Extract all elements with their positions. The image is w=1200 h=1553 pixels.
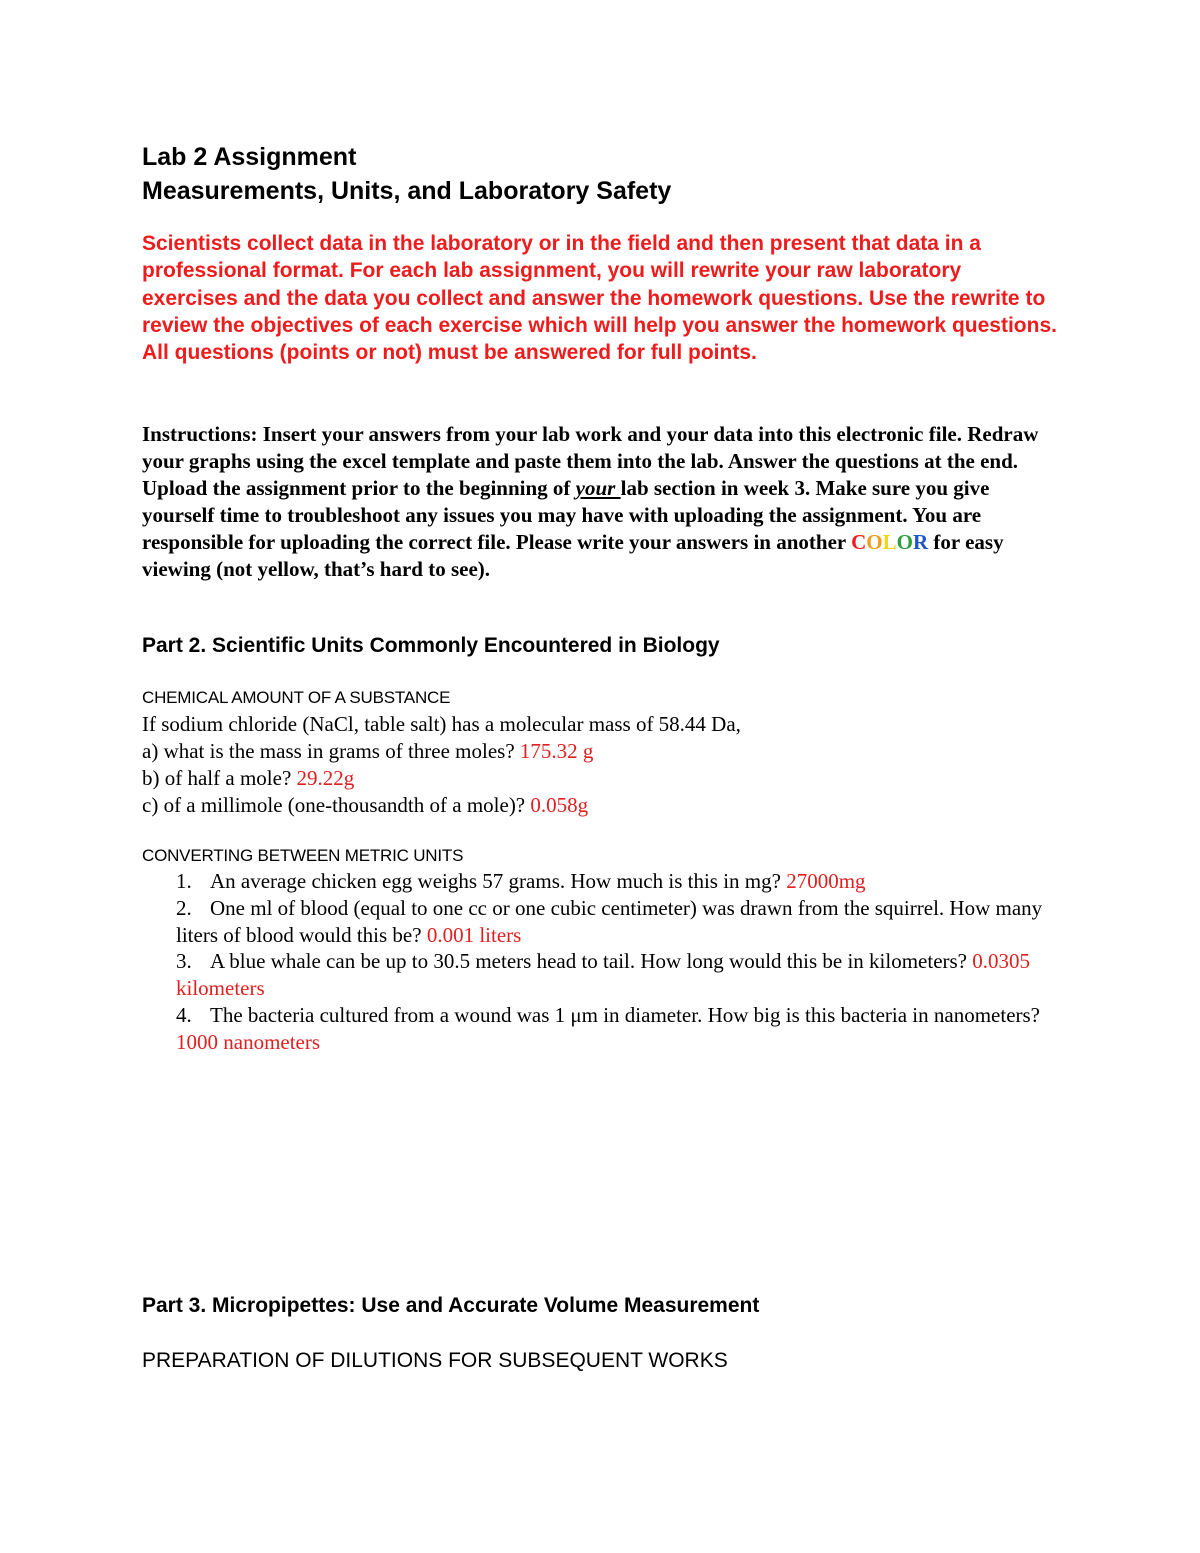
answer-text: 0.001 liters bbox=[426, 922, 522, 947]
item-number: 1. bbox=[176, 869, 192, 893]
question-text: The bacteria cultured from a wound was 1 μm in diameter. How big is this bacteria in nanometers? bbox=[210, 1002, 1041, 1027]
instructions-text-2: lab section in week 3. Make sure you give yourself time to troubleshoot any issues you may have with uploading the assignment. You are responsible for uploading the correct file. Please write your answers in another bbox=[142, 476, 990, 554]
color-word bbox=[851, 530, 928, 554]
chem-intro: If sodium chloride (NaCl, table salt) has a molecular mass of 58.44 Da, bbox=[142, 712, 741, 736]
color-letter: C bbox=[851, 530, 867, 554]
chem-question bbox=[142, 765, 741, 792]
answer-text: 0.0305 kilometers bbox=[176, 949, 1031, 1001]
answer-text: 27000mg bbox=[786, 869, 866, 893]
title-line-2: Measurements, Units, and Laboratory Safety bbox=[142, 177, 672, 205]
answer-text: 175.32 g bbox=[519, 739, 594, 763]
item-number: 4. bbox=[176, 1002, 192, 1027]
question-text: One ml of blood (equal to one cc or one cubic centimeter) was drawn from the squirrel. How many liters of blood would this be? bbox=[176, 895, 1043, 947]
answer-text: 0.058g bbox=[530, 793, 589, 817]
color-letter: R bbox=[912, 530, 929, 554]
answer-text: 1000 nanometers bbox=[176, 1029, 321, 1054]
convert-section-label: CONVERTING BETWEEN METRIC UNITS bbox=[142, 846, 464, 865]
color-letter: O bbox=[866, 530, 883, 554]
color-letter: O bbox=[896, 530, 913, 554]
instructions-text-3: for easy viewing (not yellow, that’s hard to see). bbox=[142, 530, 1004, 581]
part3-heading: Part 3. Micropipettes: Use and Accurate Volume Measurement bbox=[142, 1294, 760, 1317]
instructions-paragraph bbox=[142, 421, 1062, 583]
chem-question bbox=[142, 738, 741, 765]
question-text: A blue whale can be up to 30.5 meters head to tail. How long would this be in kilometers? bbox=[210, 949, 973, 974]
question-text: An average chicken egg weighs 57 grams. How much is this in mg? bbox=[210, 869, 787, 893]
chem-section-label: CHEMICAL AMOUNT OF A SUBSTANCE bbox=[142, 688, 451, 707]
chem-question bbox=[142, 792, 741, 819]
item-number: 3. bbox=[176, 949, 192, 974]
part2-heading: Part 2. Scientific Units Commonly Encountered in Biology bbox=[142, 634, 720, 657]
answer-text: 29.22g bbox=[296, 766, 355, 790]
instructions-emphasis: your bbox=[575, 476, 621, 500]
intro-paragraph: Scientists collect data in the laboratory or in the field and then present that data in a professional format. For each lab assignment, you will rewrite your raw laboratory exercises and the data you collect and answer the homework questions. Use the rewrite to review the objectives of each exercise which will help you answer the homework questions. All questions (points or not) must be answered for full points. bbox=[142, 232, 1057, 365]
document-title bbox=[142, 140, 671, 208]
item-number: 2. bbox=[176, 895, 192, 920]
part3-section-label: PREPARATION OF DILUTIONS FOR SUBSEQUENT WORKS bbox=[142, 1349, 728, 1372]
convert-questions-list bbox=[142, 868, 1082, 1056]
instructions-text-1: Instructions: Insert your answers from your lab work and your data into this electronic file. Redraw your graphs using the excel template and paste them into the lab. Answer the questions at the end. Upload the assignment prior to the beginning of bbox=[142, 422, 1039, 500]
question-text: c) of a millimole (one-thousandth of a mole)? bbox=[142, 793, 531, 817]
list-item bbox=[142, 948, 1082, 1002]
list-item bbox=[142, 895, 1082, 949]
question-text: b) of half a mole? bbox=[142, 766, 297, 790]
color-letter: L bbox=[882, 530, 897, 554]
question-text: a) what is the mass in grams of three moles? bbox=[142, 739, 520, 763]
chem-questions bbox=[142, 711, 741, 819]
list-item bbox=[142, 868, 1082, 895]
title-line-1: Lab 2 Assignment bbox=[142, 143, 357, 171]
list-item bbox=[142, 1002, 1082, 1056]
